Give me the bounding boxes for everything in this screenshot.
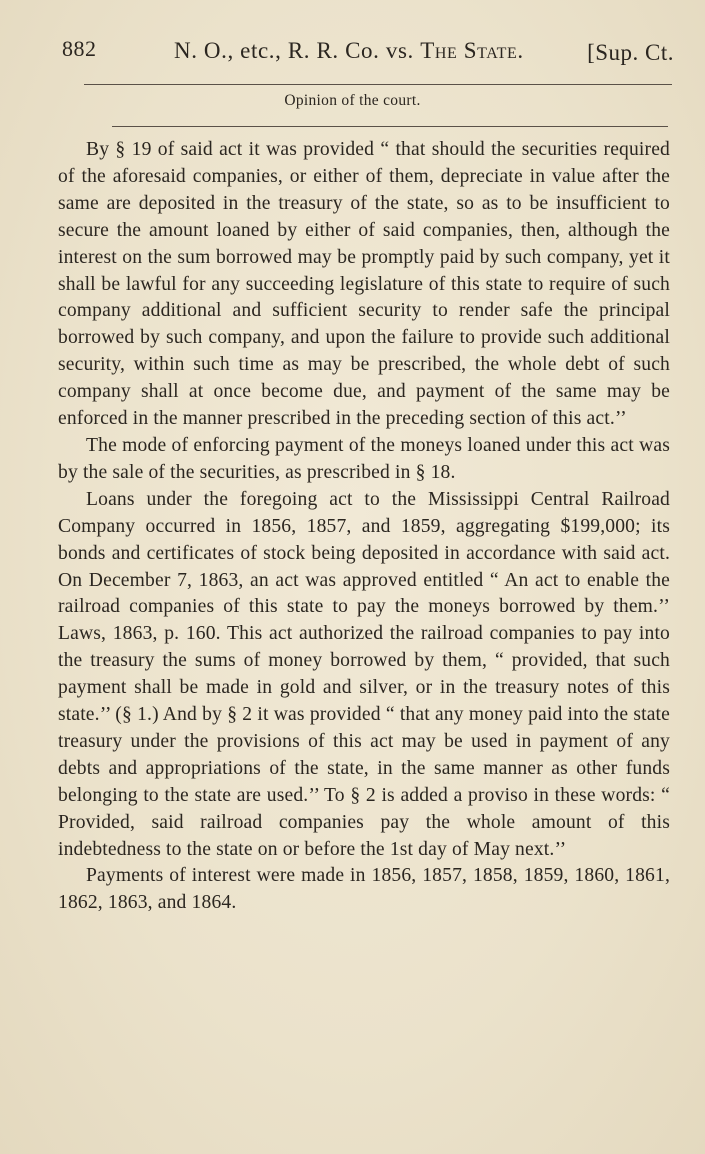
running-title-party: The State. <box>420 38 524 63</box>
paragraph-payments-of-interest: Payments of interest were made in 1856, 1857, 1858, 1859, 1860, 1861, 1862, 1863, and 1864. <box>58 865 670 914</box>
paragraph-mode-of-enforcing: The mode of enforcing payment of the moneys loaned under this act was by the sale of the securities, as prescribed in § 18. <box>58 434 670 483</box>
paragraph-section-19: By § 19 of said act it was provided “ that should the securities required of the aforesaid companies, or either of them, depreciate in value after the same are deposited in the treasury of the state, so as to be insufficient to secure the amount loaned by either of said companies, then, although the interest on the sum borrowed may be promptly paid by such company, yet it shall be lawful for any succeeding legislature of this state to require of such company additional and sufficient security to render safe the principal borrowed by such company, and upon the failure to provide such additional security, within such time as may be prescribed, the whole debt of such company shall at once become due, and payment of the same may be enforced in the manner prescribed in the preceding section of this act.’’ <box>58 139 670 430</box>
running-title-case: N. O., etc., R. R. Co. vs. <box>174 38 414 63</box>
page-number: 882 <box>62 36 97 61</box>
running-header <box>62 36 674 76</box>
header-rule-top <box>84 84 672 85</box>
court-label: [Sup. Ct. <box>587 40 674 65</box>
opinion-body <box>58 137 670 917</box>
header-rule-bottom <box>112 126 668 127</box>
paragraph-loans: Loans under the foregoing act to the Mississippi Central Railroad Company occurred in 1856, 1857, and 1859, aggregating $199,000; its bonds and certificates of stock being deposited in accordance with said act. On December 7, 1863, an act was approved entitled “ An act to enable the railroad companies of this state to pay the moneys borrowed by them.’’ Laws, 1863, p. 160. This act authorized the railroad companies to pay into the treasury the sums of money borrowed by them, “ provided, that such payment shall be made in gold and silver, or in the treasury notes of this state.’’ (§ 1.) And by § 2 it was provided “ that any money paid into the state treasury under the provisions of this act may be used in payment of any debts and appropriations of the state, in the same manner as other funds belonging to the state are used.’’ To § 2 is added a proviso in these words: “ Provided, said railroad companies pay the whole amount of this indebtedness to the state on or before the 1st day of May next.’’ <box>58 488 670 860</box>
running-title <box>174 38 524 64</box>
section-subheading: Opinion of the court. <box>284 92 421 109</box>
